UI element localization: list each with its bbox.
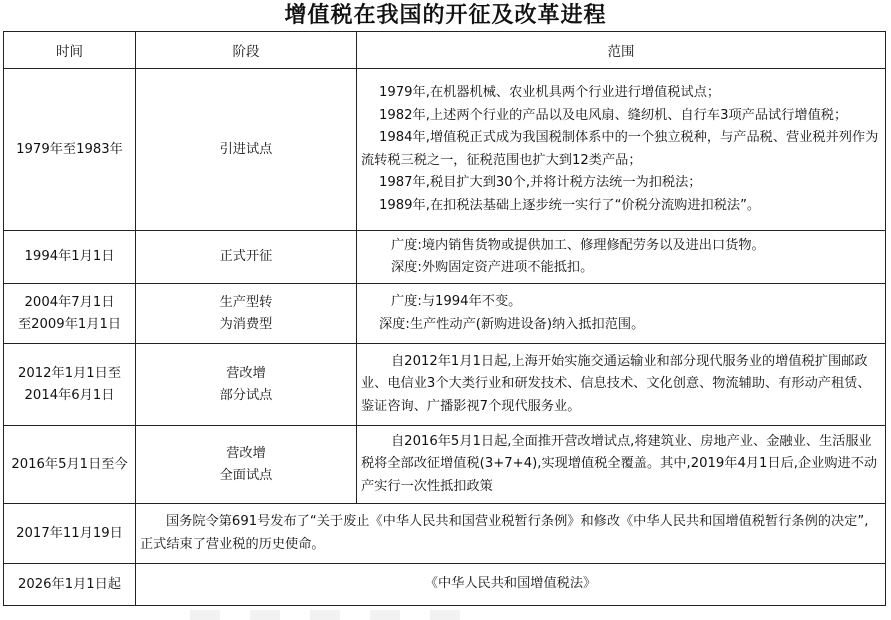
range-line: 广度:与1994年不变。 bbox=[391, 294, 522, 309]
time-cell bbox=[4, 344, 136, 426]
stage-line: 生产型转 bbox=[219, 294, 273, 310]
stage-cell bbox=[136, 426, 357, 504]
range-line: 1979年,在机器机械、农业机具两个行业进行增值税试点； bbox=[379, 85, 721, 100]
range-line: 自2016年5月1日起,全面推开营改增试点,将建筑业、房地产业、金融业、生活服业税将全部改征增值税(3+7+4),实现增值税全覆盖。其中,2019年4月1日后,企业购进不动产实行一次性抵扣政策 bbox=[361, 433, 878, 494]
watermark-shape bbox=[250, 610, 280, 620]
document-title: 增值税在我国的开征及改革进程 bbox=[284, 2, 607, 28]
watermark-shape bbox=[190, 610, 220, 620]
vat-reform-table bbox=[3, 31, 886, 606]
stage-line: 营改增 bbox=[226, 445, 266, 461]
range-cell bbox=[357, 344, 886, 426]
watermark-shape bbox=[370, 610, 400, 620]
bottom-watermark-strip bbox=[0, 610, 891, 620]
time-line: 2014年6月1日 bbox=[24, 387, 115, 403]
merged-range-cell: 国务院令第691号发布了“关于废止《中华人民共和国营业税暂行条例》和修改《中华人民共和国增值税暂行条例的决定”,正式结束了营业税的历史使命。 bbox=[136, 504, 886, 564]
range-cell bbox=[357, 426, 886, 504]
table-row bbox=[4, 344, 886, 426]
stage-cell bbox=[136, 284, 357, 344]
header-stage: 阶段 bbox=[136, 32, 357, 69]
table-row bbox=[4, 504, 886, 564]
watermark-shape bbox=[310, 610, 340, 620]
time-cell: 2016年5月1日至今 bbox=[4, 426, 136, 504]
stage-cell: 正式开征 bbox=[136, 231, 357, 284]
table-row bbox=[4, 284, 886, 344]
stage-cell: 引进试点 bbox=[136, 69, 357, 231]
time-line: 2012年1月1日至 bbox=[17, 365, 122, 381]
stage-line: 为消费型 bbox=[219, 316, 273, 332]
time-line: 至2009年1月1日 bbox=[17, 316, 122, 332]
range-cell bbox=[357, 284, 886, 344]
table-row bbox=[4, 426, 886, 504]
watermark-shape bbox=[430, 610, 460, 620]
range-line: 深度:生产性动产(新购进设备)纳入抵扣范围。 bbox=[379, 316, 645, 332]
range-line: 1982年,上述两个行业的产品以及电风扇、缝纫机、自行车3项产品试行增值税； bbox=[379, 107, 848, 123]
time-cell: 2017年11月19日 bbox=[4, 504, 136, 564]
stage-line: 营改增 bbox=[226, 365, 266, 381]
range-line: 深度:外购固定资产进项不能抵扣。 bbox=[391, 260, 594, 275]
range-line: 广度:境内销售货物或提供加工、修理修配劳务以及进出口货物。 bbox=[391, 237, 765, 253]
table-row bbox=[4, 564, 886, 606]
merged-range-cell: 《中华人民共和国增值税法》 bbox=[136, 564, 886, 606]
time-cell: 1994年1月1日 bbox=[4, 231, 136, 284]
table-row bbox=[4, 69, 886, 231]
stage-line: 部分试点 bbox=[219, 387, 273, 403]
stage-cell bbox=[136, 344, 357, 426]
range-line: 1989年,在扣税法基础上逐步统一实行了“价税分流购进扣税法”。 bbox=[379, 197, 761, 213]
header-time: 时间 bbox=[4, 32, 136, 69]
range-line: 自2012年1月1日起,上海开始实施交通运输业和部分现代服务业的增值税扩围邮政业、电信业3个大类行业和研发技术、信息技术、文化创意、物流辅助、有形动产租赁、鉴证咨询、广播影视7个现代服务业。 bbox=[361, 353, 871, 414]
time-cell bbox=[4, 284, 136, 344]
time-cell: 1979年至1983年 bbox=[4, 69, 136, 231]
table-row bbox=[4, 231, 886, 284]
time-line: 2004年7月1日 bbox=[24, 294, 115, 310]
table-header-row bbox=[4, 32, 886, 69]
range-cell bbox=[357, 69, 886, 231]
range-line: 1984年,增值税正式成为我国税制体系中的一个独立税种，与产品税、营业税并列作为流转税三税之一，征税范围也扩大到12类产品； bbox=[361, 130, 879, 168]
range-line: 1987年,税目扩大到30个,并将计税方法统一为扣税法； bbox=[379, 175, 702, 190]
range-cell bbox=[357, 231, 886, 284]
header-range: 范围 bbox=[357, 32, 886, 69]
time-cell: 2026年1月1日起 bbox=[4, 564, 136, 606]
stage-line: 全面试点 bbox=[219, 467, 273, 483]
